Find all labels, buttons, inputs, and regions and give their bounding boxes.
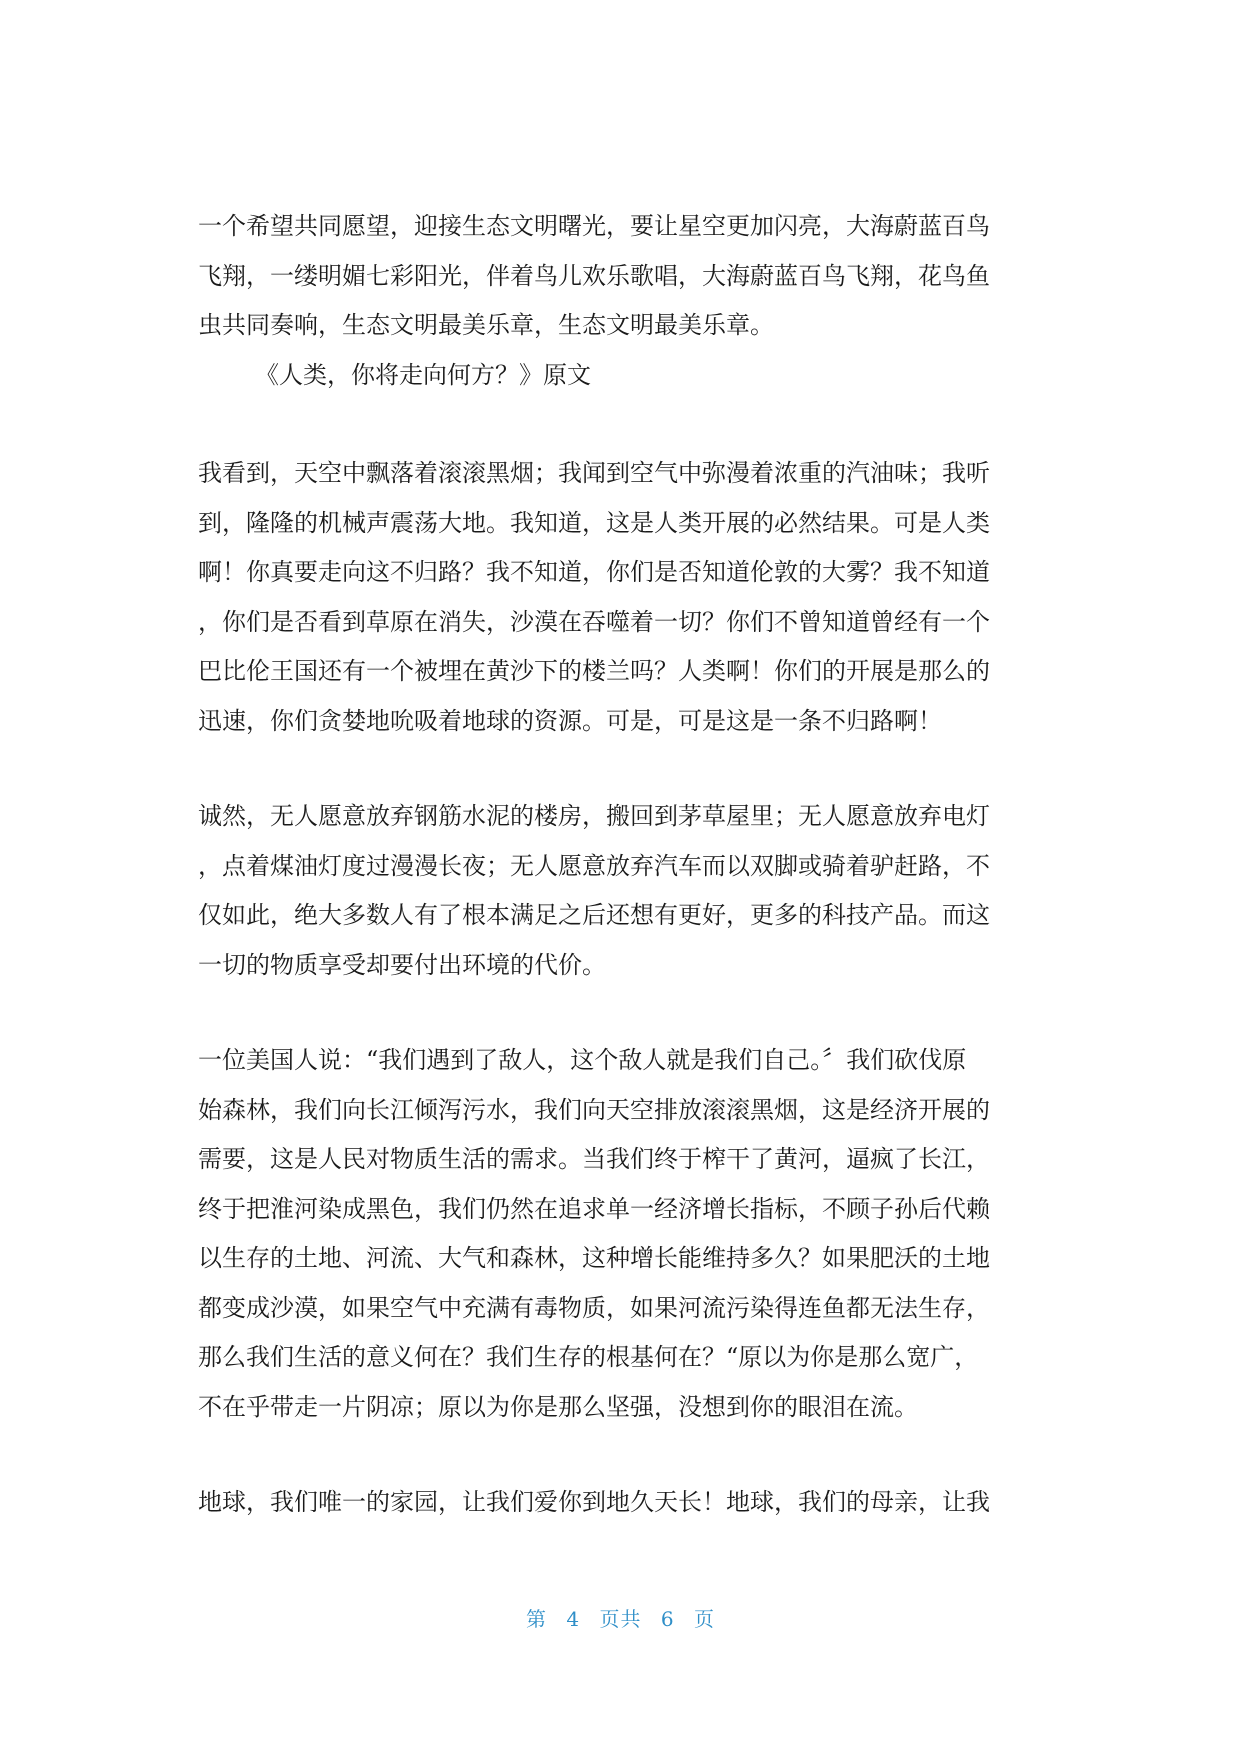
paragraph-spacer xyxy=(198,400,1038,449)
page-label-suffix: 页 xyxy=(693,1607,715,1631)
paragraph: 诚然，无人愿意放弃钢筋水泥的楼房，搬回到茅草屋里；无人愿意放弃电灯 ，点着煤油灯度过漫漫长夜；无人愿意放弃汽车而以双脚或骑着驴赶路，不 仅如此，绝大多数人有了根本满足之后还想有更好，更多的科技产品。而这 一切的物质享受却要付出环境的代价。 xyxy=(198,802,990,979)
total-pages-number: 6 xyxy=(660,1607,675,1631)
paragraph: 地球，我们唯一的家园，让我们爱你到地久天长！地球，我们的母亲，让我 xyxy=(198,1488,990,1516)
page-label-mid: 页共 xyxy=(599,1607,642,1631)
page-footer xyxy=(0,1603,1241,1632)
paragraph-spacer xyxy=(198,1432,1038,1478)
section-title: 《人类，你将走向何方？》原文 xyxy=(255,360,591,389)
document-body xyxy=(198,202,1038,1528)
paragraph: 一位美国人说：“我们遇到了敌人，这个敌人就是我们自己。〞我们砍伐原 始森林，我们向长江倾泻污水，我们向天空排放滚滚黑烟，这是经济开展的 需要，这是人民对物质生活的需求。当我们终于榨干了黄河，逼疯了长江， 终于把淮河染成黑色，我们仍然在追求单一经济增长指标，不顾子孙后代赖 以生存的土地、河流、大气和森林，这种增长能维持多久？如果肥沃的土地 都变成沙漠，如果空气中充满有毒物质，如果河流污染得连鱼都无法生存， 那么我们生活的意义何在？我们生存的根基何在？“原以为你是那么宽广， 不在乎带走一片阴凉；原以为你是那么坚强，没想到你的眼泪在流。 xyxy=(198,1046,990,1421)
page-label-prefix: 第 xyxy=(526,1607,548,1631)
paragraph-spacer xyxy=(198,746,1038,792)
paragraph: 我看到，天空中飘落着滚滚黑烟；我闻到空气中弥漫着浓重的汽油味；我听 到，隆隆的机械声震荡大地。我知道，这是人类开展的必然结果。可是人类 啊！你真要走向这不归路？我不知道，你们是否知道伦敦的大雾？我不知道 ，你们是否看到草原在消失，沙漠在吞噬着一切？你们不曾知道曾经有一个 巴比伦王国还有一个被埋在黄沙下的楼兰吗？人类啊！你们的开展是那么的 迅速，你们贪婪地吮吸着地球的资源。可是，可是这是一条不归路啊！ xyxy=(198,459,990,735)
current-page-number: 4 xyxy=(566,1607,581,1631)
paragraph-spacer xyxy=(198,990,1038,1036)
paragraph: 一个希望共同愿望，迎接生态文明曙光，要让星空更加闪亮，大海蔚蓝百鸟 飞翔，一缕明媚七彩阳光，伴着鸟儿欢乐歌唱，大海蔚蓝百鸟飞翔，花鸟鱼 虫共同奏响，生态文明最美乐章，生态文明最美乐章。 xyxy=(198,212,990,339)
